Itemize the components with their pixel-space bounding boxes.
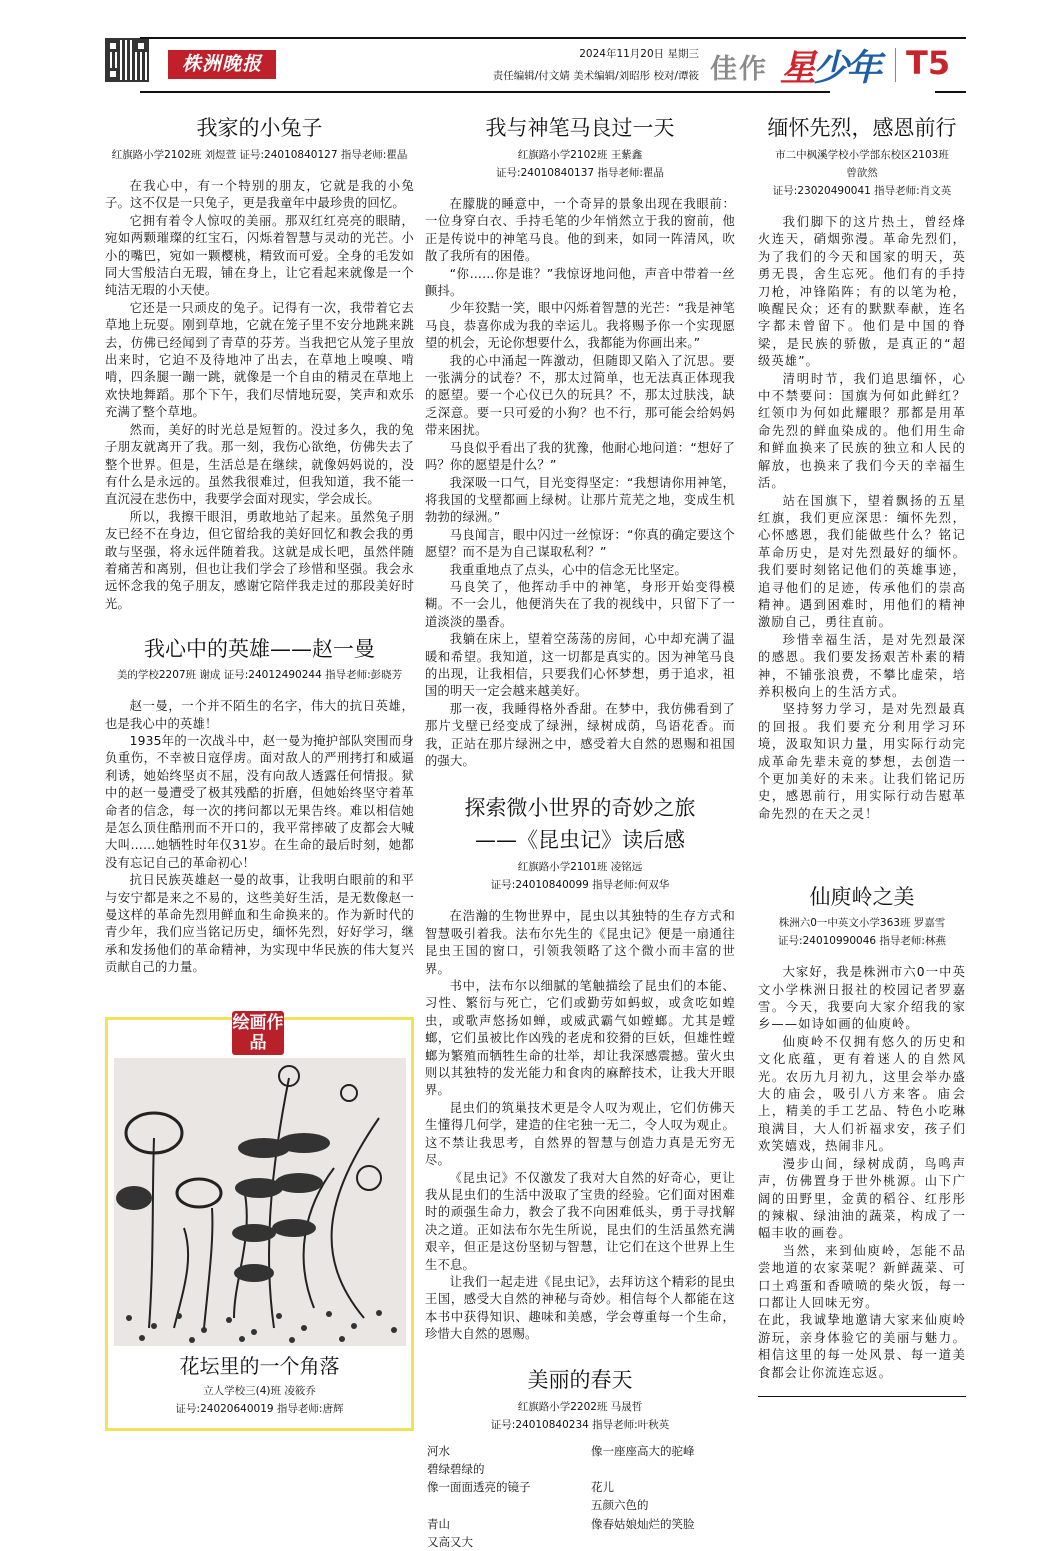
paragraph: 清明时节，我们追思缅怀，心中不禁要问：国旗为何如此鲜红？红领巾为何如此耀眼？那都是用革命先烈的鲜血染成的。他们用生命和鲜血换来了民族的独立和人民的解放，也换来了我们今天的幸福生活。 xyxy=(758,371,966,491)
column-end-rule xyxy=(758,1396,966,1397)
top-rule xyxy=(140,37,966,39)
paragraph: 所以，我擦干眼泪，勇敢地站了起来。虽然兔子朋友已经不在身边，但它留给我的美好回忆和教会我的勇敢与坚强，将永远伴随着我。这就是成长吧，虽然伴随着痛苦和离别，但也让我们学会了珍惜和坚强。我会永远怀念我的兔子朋友，感谢它陪伴我走过的那段美好时光。 xyxy=(105,509,414,611)
paragraph: 我躺在床上，望着空荡荡的房间，心中却充满了温暖和希望。我知道，这一切都是真实的。因为神笔马良的出现，让我相信，只要我们心怀梦想，勇于追求，祖国的明天一定会越来越美好。 xyxy=(425,632,735,699)
poem xyxy=(425,1442,735,1551)
paragraph: 然而，美好的时光总是短暂的。没过多久，我的兔子朋友就离开了我。那一刻，我伤心欲绝，仿佛失去了整个世界。但是，生活总是在继续，就像妈妈说的，没有什么是永远的。虽然我很难过，但我知道，我不能一直沉浸在悲伤中，我要学会面对现实，学会成长。 xyxy=(105,422,414,507)
article-author: 曾歆然 xyxy=(846,167,878,179)
paragraph: 我深吸一口气，目光变得坚定：“我想请你用神笔，将我国的戈壁都画上绿树。让那片荒芜之地，变成生机勃勃的绿洲。” xyxy=(425,475,735,525)
article-school: 市二中枫溪学校小学部东校区2103班 xyxy=(775,149,949,161)
painting-stamp: 绘画作品 xyxy=(232,1012,284,1053)
paragraph: 《昆虫记》不仅激发了我对大自然的好奇心，更让我从昆虫们的生活中汲取了宝贵的经验。它们面对困难时的顽强生命力，教会了我不向困难低头，勇于寻找解决之道。正如法布尔先生所说，昆虫们的生活虽然充满艰辛，但正是这份坚韧与智慧，让它们在这个世界上生生不息。 xyxy=(425,1170,735,1272)
paragraph: 抗日民族英雄赵一曼的故事，让我明白眼前的和平与安宁都是来之不易的，这些美好生活，是无数像赵一曼这样的革命先烈用鲜血和生命换来的。作为新时代的青少年，我们应当铭记历史，缅怀先烈，好好学习，继承和发扬他们的革命精神，为实现中华民族的伟大复兴贡献自己的力量。 xyxy=(105,873,414,975)
qr-code-icon xyxy=(105,38,149,82)
paragraph: 书中，法布尔以细腻的笔触描绘了昆虫们的本能、习性、繁衍与死亡，它们或勤劳如蚂蚁，或贪吃如蝗虫，或歌声悠扬如蝉，或威武霸气如螳螂。尤其是螳螂，它们虽被比作凶残的老虎和狡猾的巨妖，但雄性螳螂为繁殖而牺牲生命的壮举，却让我深感震撼。萤火虫则以其独特的发光能力和食肉的麻醉技术，让我大开眼界。 xyxy=(425,979,735,1098)
article-subtitle: ——《昆虫记》读后感 xyxy=(475,828,685,853)
paragraph: 在我心中，有一个特别的朋友，它就是我的小兔子。这不仅是一只兔子，更是我童年中最珍贵的回忆。 xyxy=(105,179,414,211)
painting-credential: 证号:24020640019 指导老师:唐辉 xyxy=(175,1402,344,1415)
page-number: T5 xyxy=(906,44,951,82)
article-title: 我家的小兔子 xyxy=(196,116,323,140)
paragraph: 珍惜幸福生活，是对先烈最深的感恩。我们要发扬艰苦朴素的精神，不铺张浪费，不攀比虚荣，培养积极向上的生活方式。 xyxy=(758,632,966,699)
paragraph: 在浩瀚的生物世界中，昆虫以其独特的生存方式和智慧吸引着我。法布尔先生的《昆虫记》便是一扇通往昆虫王国的窗口，引领我领略了这个微小而丰富的世界。 xyxy=(425,909,735,976)
newspaper-logo: 株洲晚报 xyxy=(168,50,276,79)
painting-title: 花坛里的一个角落 xyxy=(179,1353,340,1378)
paragraph: 它拥有着令人惊叹的美丽。那双红红亮亮的眼睛，宛如两颗璀璨的红宝石，闪烁着智慧与灵动的光芒。小小的嘴巴，宛如一颗樱桃，精致而可爱。全身的毛发如同大雪般洁白无瑕，铺在身上，让它看起来就像是一个纯洁无瑕的小天使。 xyxy=(105,213,414,298)
poem-byline: 红旗路小学2202班 马晟哲 xyxy=(517,1400,643,1413)
paragraph: 那一夜，我睡得格外香甜。在梦中，我仿佛看到了那片戈壁已经变成了绿洲，绿树成荫，鸟语花香。而我，正站在那片绿洲之中，感受着大自然的恩赐和祖国的强大。 xyxy=(425,701,735,768)
paragraph: 我重重地点了点头，心中的信念无比坚定。 xyxy=(449,562,688,577)
flower-drawing xyxy=(114,1058,406,1346)
paragraph: 我的心中涌起一阵激动，但随即又陷入了沉思。要一张满分的试卷？不，那太过简单，也无法真正体现我的愿望。要一个心仪已久的玩具？不，那太过肤浅，缺乏深意。要一只可爱的小狗？也不行，那可能会给妈妈带来困扰。 xyxy=(425,353,735,438)
paragraph: 当然，来到仙庾岭，怎能不品尝地道的农家菜呢？新鲜蔬菜、可口土鸡蛋和香喷喷的柴火饭，每一口都让人回味无穷。 xyxy=(758,1243,966,1310)
article-body xyxy=(425,908,735,1343)
article-body xyxy=(758,964,966,1382)
column-1 xyxy=(105,114,414,1431)
article-title: 仙庾岭之美 xyxy=(809,885,915,910)
article-body xyxy=(758,214,966,823)
article-body xyxy=(105,178,414,613)
article-title: 我与神笔马良过一天 xyxy=(485,116,675,140)
article-title: 我心中的英雄——赵一曼 xyxy=(144,637,375,662)
article-credential: 证号:23020490041 指导老师:肖文英 xyxy=(772,185,952,197)
paragraph: 马良闻言，眼中闪过一丝惊讶：“你真的确定要这个愿望？而不是为自己谋取私利？” xyxy=(425,527,735,560)
article-body xyxy=(105,698,414,977)
paragraph: 赵一曼，一个并不陌生的名字，伟大的抗日英雄，也是我心中的英雄！ xyxy=(105,699,414,731)
editors-credit: 责任编辑/付文婧 美术编辑/刘昭彤 校对/谭筱 xyxy=(492,70,699,82)
brand-logo: 星少年 xyxy=(780,48,880,89)
paragraph: 坚持努力学习，是对先烈最真的回报。我们要充分利用学习环境，汲取知识力量，用实际行动完成革命先辈未竟的梦想，去创造一个更加美好的未来。让我们铭记历史，感恩前行，用实际行动告慰革命先烈的在天之灵！ xyxy=(758,702,966,821)
article-byline: 红旗路小学2101班 凌铭远 xyxy=(517,861,643,874)
article-credential: 证号:24010990046 指导老师:林燕 xyxy=(778,935,946,948)
paragraph: 我们脚下的这片热土，曾经烽火连天，硝烟弥漫。革命先烈们，为了我们的今天和国家的明天，英勇无畏，舍生忘死。他们有的手持刀枪，冲锋陷阵；有的以笔为枪，唤醒民众；还有的默默奉献，连名字都未曾留下。他们是中国的脊梁，是民族的骄傲，是真正的“超级英雄”。 xyxy=(758,215,966,369)
column-2 xyxy=(425,114,735,1551)
article-title: 缅怀先烈，感恩前行 xyxy=(767,116,957,140)
paragraph: 漫步山间，绿树成荫，鸟鸣声声，仿佛置身于世外桃源。山下广阔的田野里，金黄的稻谷、红彤彤的辣椒、绿油油的蔬菜，构成了一幅丰收的画卷。 xyxy=(758,1156,966,1241)
paragraph: 它还是一只顽皮的兔子。记得有一次，我带着它去草地上玩耍。刚到草地，它就在笼子里不安分地跳来跳去，仿佛已经闻到了青草的芬芳。当我把它从笼子里放出来时，它迫不及待地冲了出去，在草地上嗅嗅、啃啃，四条腿一蹦一跳，就像是一个自由的精灵在草地上欢快地舞蹈。那个下午，我们尽情地玩耍，笑声和欢乐充满了整个草地。 xyxy=(105,300,414,420)
section-name: 佳作 xyxy=(710,54,768,85)
paragraph: 1935年的一次战斗中，赵一曼为掩护部队突围而身负重伤，不幸被日寇俘虏。面对敌人的严刑拷打和威逼利诱，她始终坚贞不屈，没有向敌人透露任何情报。狱中的赵一曼遭受了极其残酷的折磨，但她始终坚守着革命者的信念，每一次的拷问都以无果告终。难以相信她是怎么顶住酷刑而不开口的，我平常摔破了皮都会大喊大叫……她牺牲时年仅31岁。在生命的最后时刻，她都没有忘记自己的革命初心！ xyxy=(105,733,414,870)
paragraph: “你……你是谁？”我惊讶地问他，声音中带着一丝颤抖。 xyxy=(425,266,735,299)
painting-frame xyxy=(105,1012,414,1431)
column-3 xyxy=(758,114,966,1397)
paragraph: 在朦胧的睡意中，一个奇异的景象出现在我眼前：一位身穿白衣、手持毛笔的少年悄然立于我的窗前，他正是传说中的神笔马良。他的到来，如同一阵清风，吹散了我所有的困倦。 xyxy=(425,197,735,264)
article-byline: 株洲六0一中英文小学363班 罗嘉雪 xyxy=(778,917,946,930)
poem-credential: 证号:24010840234 指导老师:叶秋英 xyxy=(490,1418,670,1431)
painting-image xyxy=(114,1058,406,1346)
painting-byline: 立人学校三(4)班 凌筱乔 xyxy=(203,1384,316,1397)
issue-date: 2024年11月20日 星期三 xyxy=(579,48,699,60)
paragraph: 少年狡黠一笑，眼中闪烁着智慧的光芒：“我是神笔马良，恭喜你成为我的幸运儿。我将赐予你一个实现愿望的机会，无论你想要什么，我都能为你画出来。” xyxy=(425,301,735,351)
article-credential: 证号:24010840099 指导老师:何双华 xyxy=(490,879,670,892)
article-title: 探索微小世界的奇妙之旅 xyxy=(464,796,696,821)
paragraph: 在此，我诚挚地邀请大家来仙庾岭游玩，亲身体验它的美丽与魅力。相信这里的每一处风景、每一道美食都会让你流连忘返。 xyxy=(758,1313,966,1380)
poem-stanza-right: 像一座座高大的驼峰 花儿 五颜六色的 像春姑娘灿烂的笑脸 xyxy=(591,1443,695,1531)
paragraph: 昆虫们的筑巢技术更是令人叹为观止，它们仿佛天生懂得几何学，建造的住宅独一无二，令人叹为观止。这不禁让我思考，自然界的智慧与创造力真是无穷无尽。 xyxy=(425,1100,735,1168)
header-bottom-rule-right xyxy=(935,91,966,93)
paragraph: 马良笑了，他挥动手中的神笔，身形开始变得模糊。不一会儿，他便消失在了我的视线中，只留下了一道淡淡的墨香。 xyxy=(425,579,735,629)
article-body xyxy=(425,196,735,770)
article-byline: 美的学校2207班 谢成 证号:24012490244 指导老师:彭晓芳 xyxy=(116,669,403,682)
divider xyxy=(895,48,896,82)
header-bottom-rule xyxy=(140,91,830,93)
article-byline: 红旗路小学2102班 王紫鑫 xyxy=(517,149,643,161)
paragraph: 仙庾岭不仅拥有悠久的历史和文化底蕴，更有着迷人的自然风光。农历九月初九，这里会举办盛大的庙会，吸引八方来客。庙会上，精美的手工艺品、特色小吃琳琅满目，大人们祈福求安，孩子们欢笑嬉戏，热闹非凡。 xyxy=(758,1034,966,1154)
paragraph: 让我们一起走进《昆虫记》，去拜访这个精彩的昆虫王国，感受大自然的神秘与奇妙。相信每个人都能在这本书中获得知识、趣味和美感，学会尊重每一个生命，珍惜大自然的恩赐。 xyxy=(425,1274,735,1342)
article-byline: 红旗路小学2102班 刘煜萱 证号:24010840127 指导老师:瞿晶 xyxy=(111,149,408,161)
paragraph: 站在国旗下，望着飘扬的五星红旗，我们更应深思：缅怀先烈，心怀感恩，我们能做些什么？铭记革命历史，是对先烈最好的缅怀。我们要时刻铭记他们的英雄事迹，追寻他们的足迹，传承他们的崇高精神。遇到困难时，用他们的精神激励自己，勇往直前。 xyxy=(758,493,966,630)
paragraph: 大家好，我是株洲市六0一中英文小学株洲日报社的校园记者罗嘉雪。今天，我要向大家介绍我的家乡——如诗如画的仙庾岭。 xyxy=(758,965,966,1032)
paragraph: 马良似乎看出了我的犹豫，他耐心地问道：“想好了吗？你的愿望是什么？” xyxy=(425,440,735,473)
article-credential: 证号:24010840137 指导老师:瞿晶 xyxy=(496,167,664,179)
poem-title: 美丽的春天 xyxy=(527,1367,633,1392)
poem-stanza-left: 河水 碧绿碧绿的 像一面面透亮的镜子 青山 又高又大 xyxy=(427,1443,531,1550)
